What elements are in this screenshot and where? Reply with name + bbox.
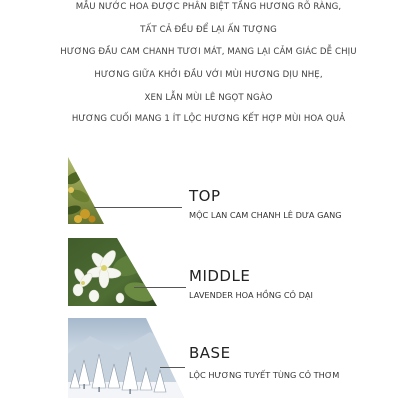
middle-tier-image xyxy=(60,232,170,312)
base-leader-line xyxy=(160,367,185,368)
top-tier-notes: MỘC LAN CAM CHANH LÊ DƯA GANG xyxy=(189,210,342,220)
description-line: XEN LẪN MÙI LÊ NGỌT NGÀO xyxy=(144,93,273,103)
description-line: HƯƠNG CUỐI MANG 1 ÍT LỘC HƯƠNG KẾT HỢP MÙI HOA QUẢ xyxy=(71,114,346,124)
base-tier-image xyxy=(60,312,190,402)
middle-leader-line xyxy=(134,287,186,288)
description-line: MẪU NƯỚC HOA ĐƯỢC PHÂN BIỆT TẦNG HƯƠNG RÕ RÀNG, xyxy=(75,2,342,12)
top-tier-title: TOP xyxy=(189,187,221,205)
top-tier-image xyxy=(60,150,120,230)
description-line: TẤT CẢ ĐỀU ĐỂ LẠI ẤN TƯỢNG xyxy=(140,25,277,35)
description-line: HƯƠNG GIỮA KHỞI ĐẦU VỚI MÙI HƯƠNG DỊU NHẸ, xyxy=(94,70,323,80)
base-tier-notes: LỘC HƯƠNG TUYẾT TÙNG CỎ THƠM xyxy=(189,370,340,380)
description-line: HƯƠNG ĐẦU CAM CHANH TƯƠI MÁT, MANG LẠI CẢM GIÁC DỄ CHỊU xyxy=(60,47,357,57)
base-tier-title: BASE xyxy=(189,344,231,362)
top-leader-line xyxy=(94,207,182,208)
middle-tier-title: MIDDLE xyxy=(189,267,251,285)
middle-tier-notes: LAVENDER HOA HỒNG CỎ DẠI xyxy=(189,290,313,300)
